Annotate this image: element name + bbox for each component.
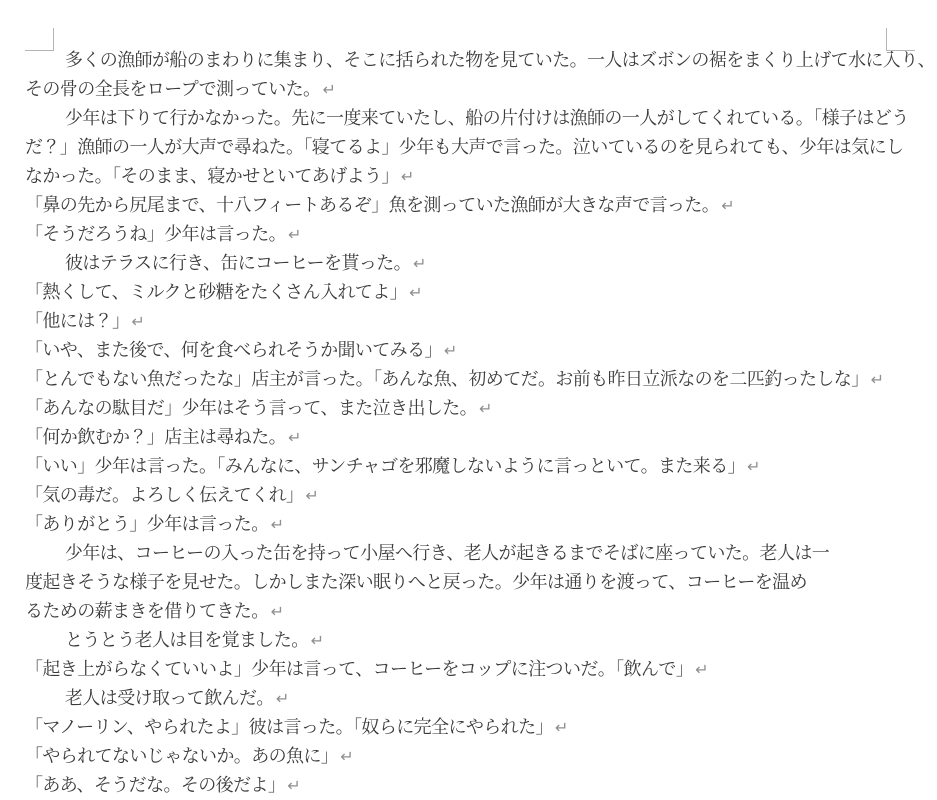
paragraph-return-mark: ↵ xyxy=(288,225,302,244)
paragraph-line[interactable] xyxy=(25,394,925,423)
line-text[interactable]: 老人は受け取って飲んだ。 xyxy=(65,688,274,708)
paragraph-line[interactable] xyxy=(25,452,925,481)
paragraph-return-mark: ↵ xyxy=(340,747,354,766)
paragraph-line[interactable] xyxy=(25,75,925,104)
paragraph-return-mark: ↵ xyxy=(305,486,319,505)
line-text[interactable]: 「鼻の先から尻尾まで、十八フィートあるぞ」魚を測っていた漁師が大きな声で言った。 xyxy=(25,195,720,215)
line-text[interactable]: なかった。「そのまま、寝かせといてあげよう」 xyxy=(25,166,399,186)
paragraph-line[interactable] xyxy=(25,365,925,394)
line-text[interactable]: 彼はテラスに行き、缶にコーヒーを貰った。 xyxy=(65,253,412,273)
paragraph-line[interactable] xyxy=(25,249,925,278)
paragraph-line[interactable] xyxy=(25,742,925,771)
line-text[interactable]: 「ありがとう」少年は言った。 xyxy=(25,514,269,534)
paragraph-line[interactable] xyxy=(25,684,925,713)
line-text[interactable]: とうとう老人は目を覚ました。 xyxy=(65,630,309,650)
paragraph-return-mark: ↵ xyxy=(288,428,302,447)
paragraph-line[interactable] xyxy=(25,191,925,220)
paragraph-line[interactable] xyxy=(25,46,935,75)
line-text[interactable]: 「やられてないじゃないか。あの魚に」 xyxy=(25,746,339,766)
paragraph-line[interactable] xyxy=(25,278,925,307)
paragraph-return-mark: ↵ xyxy=(413,254,427,273)
paragraph-return-mark: ↵ xyxy=(870,370,885,389)
paragraph-line[interactable] xyxy=(25,336,925,365)
line-text[interactable]: 「そうだろうね」少年は言った。 xyxy=(25,224,286,244)
paragraph-line[interactable] xyxy=(25,423,925,452)
paragraph-return-mark: ↵ xyxy=(131,312,145,331)
paragraph-return-mark: ↵ xyxy=(270,602,285,621)
paragraph-line[interactable] xyxy=(25,104,925,133)
line-text[interactable]: 多くの漁師が船のまわりに集まり、そこに括られた物を見ていた。一人はズボンの裾をまくり上げて水に入り、 xyxy=(65,50,935,70)
paragraph-return-mark: ↵ xyxy=(409,283,423,302)
paragraph-line[interactable] xyxy=(25,771,925,800)
paragraph-return-mark: ↵ xyxy=(310,631,325,650)
line-text[interactable]: 「いや、また後で、何を食べられそうか聞いてみる」 xyxy=(25,340,442,360)
line-text[interactable]: だ？」漁師の一人が大声で尋ねた。「寝てるよ」少年も大声で言った。泣いているのを見られても、少年は気にし xyxy=(25,137,904,157)
paragraph-return-mark: ↵ xyxy=(721,196,735,215)
paragraph-return-mark: ↵ xyxy=(322,80,336,99)
line-text[interactable]: 「とんでもない魚だったな」店主が言った。「あんな魚、初めてだ。お前も昨日立派なのを二匹釣ったしな」 xyxy=(25,369,869,389)
paragraph-line[interactable] xyxy=(25,626,925,655)
line-text[interactable]: 「気の毒だ。よろしく伝えてくれ」 xyxy=(25,485,304,505)
line-text[interactable]: 少年は下りて行かなかった。先に一度来ていたし、船の片付けは漁師の一人がしてくれている。「様子はどう xyxy=(65,108,909,128)
paragraph-return-mark: ↵ xyxy=(275,689,290,708)
paragraph-return-mark: ↵ xyxy=(443,341,458,360)
paragraph-line[interactable] xyxy=(25,307,925,336)
paragraph-return-mark: ↵ xyxy=(747,457,761,476)
paragraph-line[interactable] xyxy=(25,481,925,510)
paragraph-return-mark: ↵ xyxy=(695,660,709,679)
line-text[interactable]: 「あんなの駄目だ」少年はそう言って、また泣き出した。 xyxy=(25,398,478,418)
document-text-area[interactable] xyxy=(25,46,935,800)
line-text[interactable]: るための薪まきを借りてきた。 xyxy=(25,601,269,621)
line-text[interactable]: 「いい」少年は言った。「みんなに、サンチャゴを邪魔しないように言っといて。また来る」 xyxy=(25,456,745,476)
line-text[interactable]: 「何か飲むか？」店主は尋ねた。 xyxy=(25,427,286,447)
line-text[interactable]: 「マノーリン、やられたよ」彼は言った。「奴らに完全にやられた」 xyxy=(25,717,553,737)
paragraph-return-mark: ↵ xyxy=(479,399,493,418)
paragraph-return-mark: ↵ xyxy=(554,718,569,737)
paragraph-return-mark: ↵ xyxy=(270,515,285,534)
paragraph-return-mark: ↵ xyxy=(287,776,301,795)
line-text[interactable]: 少年は、コーヒーの入った缶を持って小屋へ行き、老人が起きるまでそばに座っていた。老人は一 xyxy=(65,543,830,563)
paragraph-line[interactable] xyxy=(25,597,925,626)
paragraph-line[interactable] xyxy=(25,220,925,249)
paragraph-line[interactable] xyxy=(25,539,925,568)
line-text[interactable]: 度起きそうな様子を見せた。しかしまた深い眠りへと戻った。少年は通りを渡って、コーヒーを温め xyxy=(25,572,807,592)
line-text[interactable]: その骨の全長をロープで測っていた。 xyxy=(25,79,321,99)
line-text[interactable]: 「ああ、そうだな。その後だよ」 xyxy=(25,775,286,795)
line-text[interactable]: 「熱くして、ミルクと砂糖をたくさん入れてよ」 xyxy=(25,282,408,302)
paragraph-line[interactable] xyxy=(25,510,925,539)
paragraph-line[interactable] xyxy=(25,713,925,742)
paragraph-line[interactable] xyxy=(25,133,925,162)
line-text[interactable]: 「他には？」 xyxy=(25,311,130,331)
paragraph-line[interactable] xyxy=(25,655,925,684)
paragraph-line[interactable] xyxy=(25,162,925,191)
paragraph-line[interactable] xyxy=(25,568,925,597)
line-text[interactable]: 「起き上がらなくていいよ」少年は言って、コーヒーをコップに注ついだ。「飲んで」 xyxy=(25,659,694,679)
paragraph-return-mark: ↵ xyxy=(400,167,415,186)
